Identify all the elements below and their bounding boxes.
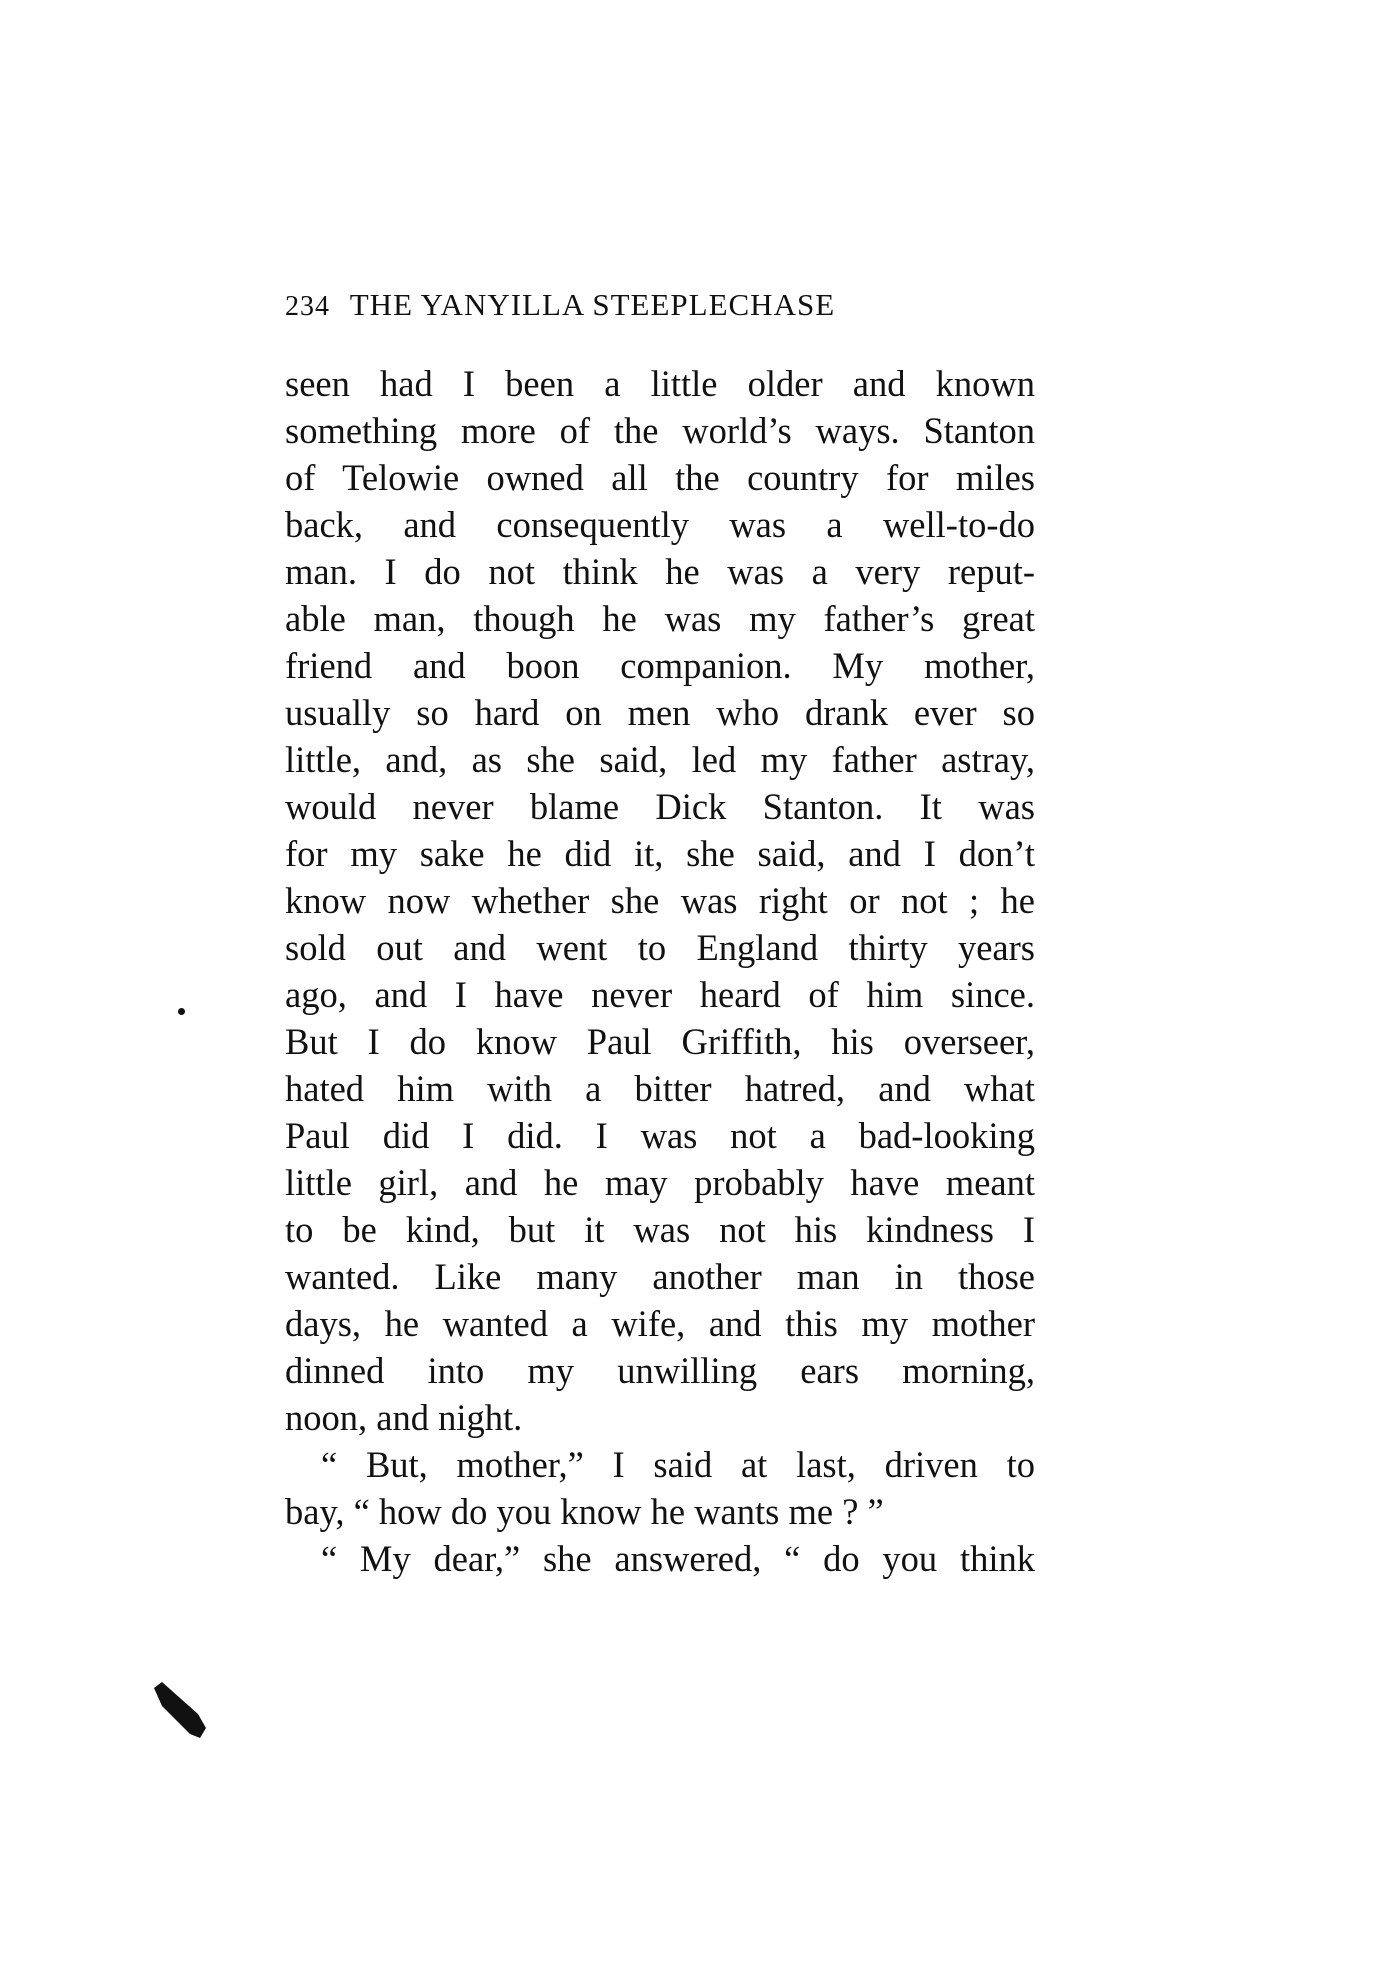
text-line: for my sake he did it, she said, and I don’t: [285, 833, 1035, 874]
text-line: would never blame Dick Stanton. It was: [285, 786, 1035, 827]
text-line: little, and, as she said, led my father astray,: [285, 739, 1035, 780]
text-line: wanted. Like many another man in those: [285, 1256, 1035, 1297]
text-line: hated him with a bitter hatred, and what: [285, 1068, 1035, 1109]
page-number: 234: [285, 291, 330, 322]
text-line: back, and consequently was a well-to-do: [285, 504, 1035, 545]
body-text: [285, 360, 1035, 1582]
text-line: to be kind, but it was not his kindness I: [285, 1209, 1035, 1250]
book-title: THE YANYILLA STEEPLECHASE: [349, 287, 836, 322]
text-line: of Telowie owned all the country for miles: [285, 457, 1035, 498]
text-line: usually so hard on men who drank ever so: [285, 692, 1035, 733]
running-head: [285, 287, 1045, 327]
text-line: bay, “ how do you know he wants me ? ”: [285, 1491, 884, 1532]
text-line: Paul did I did. I was not a bad-looking: [285, 1115, 1035, 1156]
text-line: ago, and I have never heard of him since.: [285, 974, 1035, 1015]
text-line: sold out and went to England thirty years: [285, 927, 1035, 968]
text-line: “ My dear,” she answered, “ do you think: [321, 1538, 1035, 1579]
text-line: days, he wanted a wife, and this my mother: [285, 1303, 1035, 1344]
text-line: know now whether she was right or not ; he: [285, 880, 1035, 921]
text-line: man. I do not think he was a very reput-: [285, 551, 1035, 592]
text-line: noon, and night.: [285, 1397, 523, 1438]
text-line: able man, though he was my father’s great: [285, 598, 1035, 639]
ink-blot-mark: [150, 1680, 210, 1740]
ink-speck: [178, 1008, 185, 1015]
text-line: dinned into my unwilling ears morning,: [285, 1350, 1035, 1391]
text-line: friend and boon companion. My mother,: [285, 645, 1035, 686]
text-line: seen had I been a little older and known: [285, 363, 1035, 404]
text-line: little girl, and he may probably have meant: [285, 1162, 1035, 1203]
text-line: But I do know Paul Griffith, his overseer,: [285, 1021, 1035, 1062]
text-line: “ But, mother,” I said at last, driven to: [321, 1444, 1035, 1485]
text-line: something more of the world’s ways. Stanton: [285, 410, 1035, 451]
